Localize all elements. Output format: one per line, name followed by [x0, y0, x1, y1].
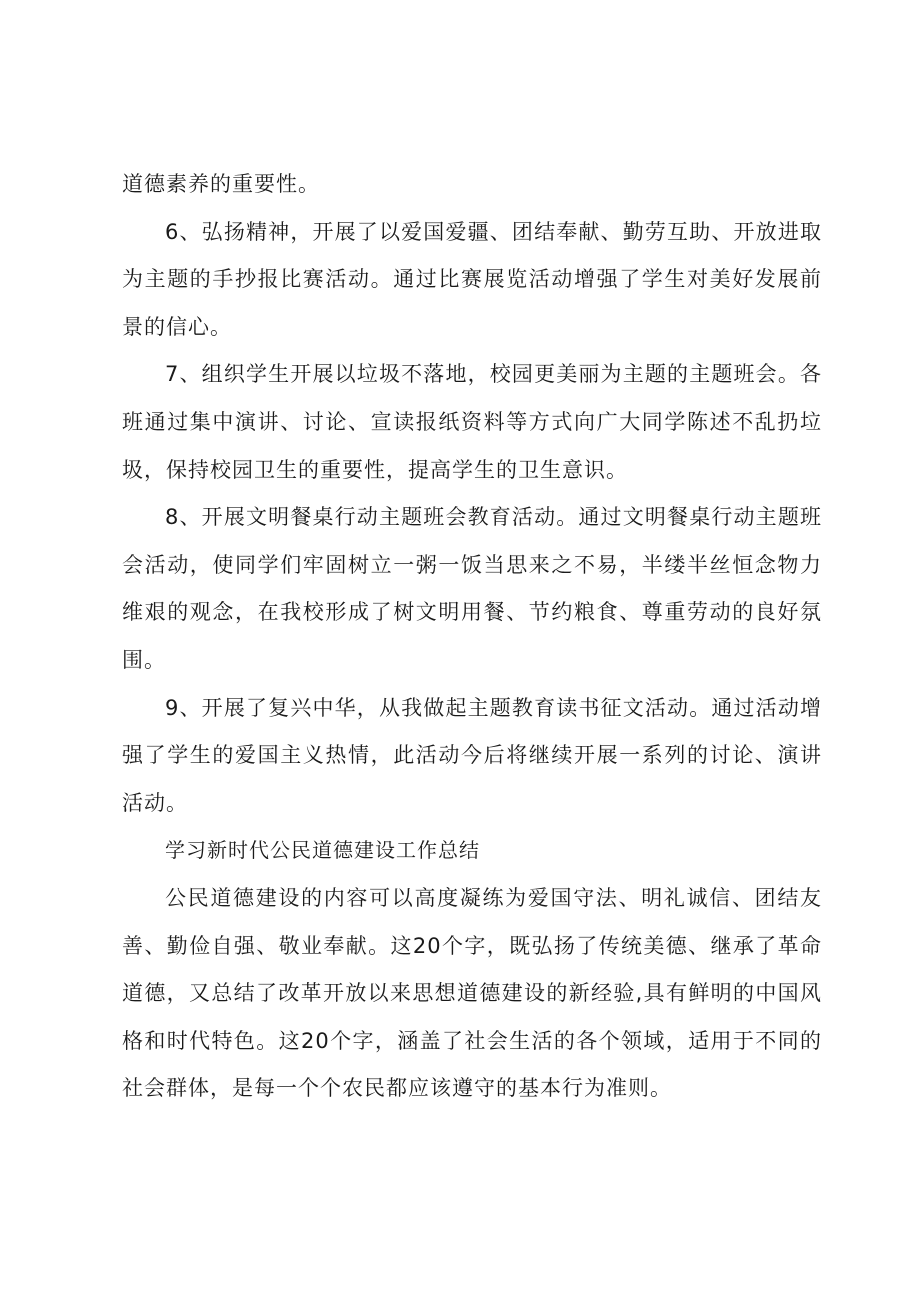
document-body	[122, 161, 822, 1113]
paragraph-item-7: 7、组织学生开展以垃圾不落地，校园更美丽为主题的主题班会。各班通过集中演讲、讨论、宣读报纸资料等方式向广大同学陈述不乱扔垃圾，保持校园卫生的重要性，提高学生的卫生意识。	[122, 362, 822, 482]
section-title: 学习新时代公民道德建设工作总结	[165, 838, 480, 863]
paragraph-item-6: 6、弘扬精神，开展了以爱国爱疆、团结奉献、勤劳互助、开放进取为主题的手抄报比赛活动。通过比赛展览活动增强了学生对美好发展前景的信心。	[122, 219, 822, 339]
paragraph-continuation: 道德素养的重要性。	[122, 172, 320, 196]
paragraph-item-8: 8、开展文明餐桌行动主题班会教育活动。通过文明餐桌行动主题班会活动，使同学们牢固树立一粥一饭当思来之不易，半缕半丝恒念物力维艰的观念，在我校形成了树文明用餐、节约粮食、尊重劳动的良好氛围。	[122, 505, 822, 672]
paragraph-item-9: 9、开展了复兴中华，从我做起主题教育读书征文活动。通过活动增强了学生的爱国主义热情，此活动今后将继续开展一系列的讨论、演讲活动。	[122, 695, 822, 815]
paragraph-summary: 公民道德建设的内容可以高度凝练为爱国守法、明礼诚信、团结友善、勤俭自强、敬业奉献。这20个字，既弘扬了传统美德、继承了革命道德，又总结了改革开放以来思想道德建设的新经验,具有鲜明的中国风格和时代特色。这20个字，涵盖了社会生活的各个领域，适用于不同的社会群体，是每一个个农民都应该遵守的基本行为准则。	[122, 885, 822, 1101]
